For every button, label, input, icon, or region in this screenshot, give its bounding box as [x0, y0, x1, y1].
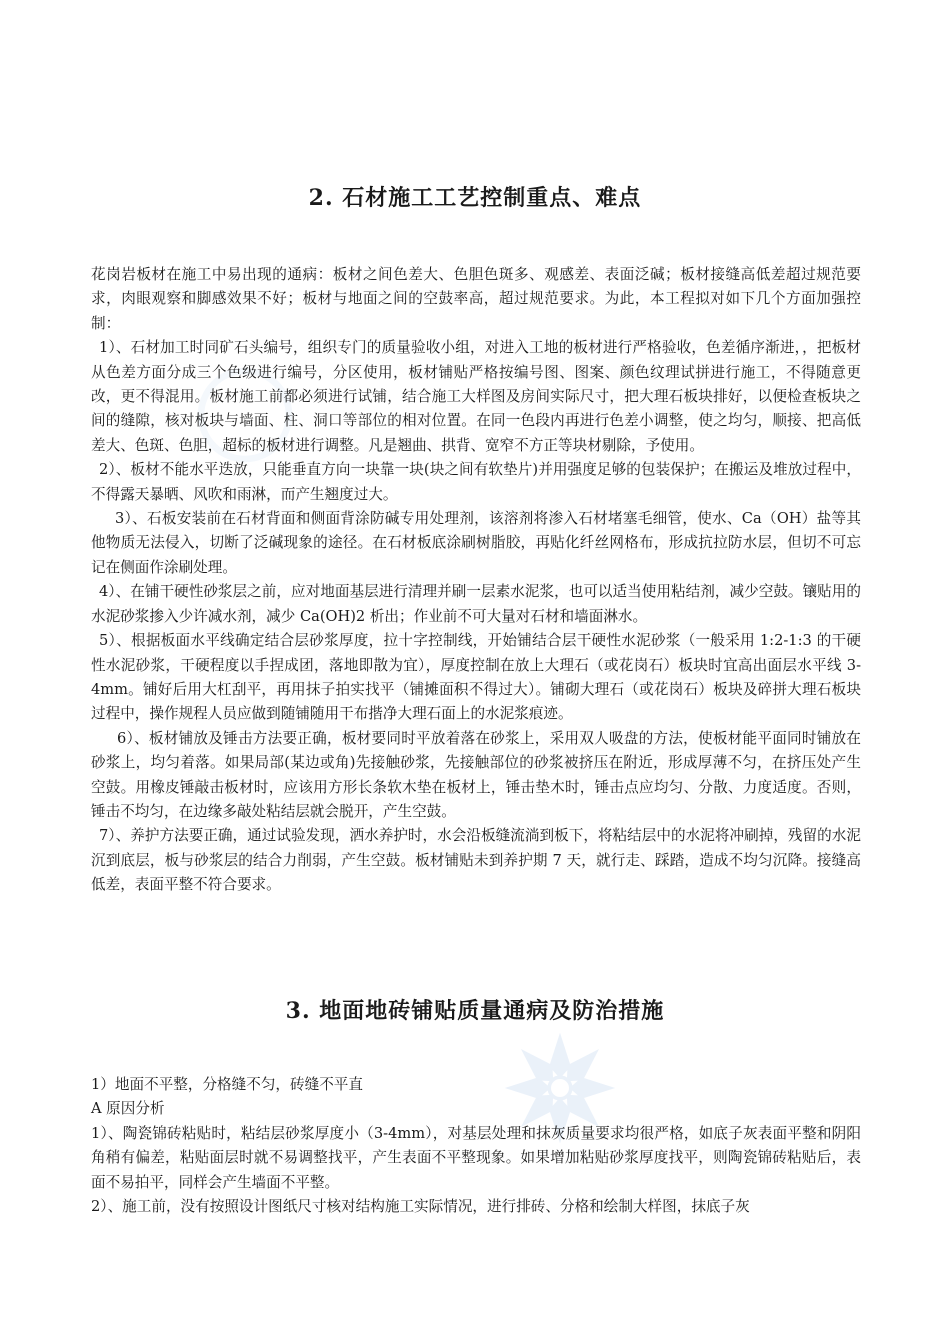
section-2-item-7: 7）、养护方法要正确，通过试验发现，洒水养护时，水会沿板缝流淌到板下，将粘结层中的水泥将冲刷掉，残留的水泥沉到底层，板与砂浆层的结合力削弱，产生空鼓。板材铺贴未到养护期 7 天，就行走、踩踏，造成不均匀沉降。接缝高低差，表面平整不符合要求。 [91, 827, 861, 894]
section-2-item-5: 5）、根据板面水平线确定结合层砂浆厚度，拉十字控制线，开始铺结合层干硬性水泥砂浆（一般采用 1:2-1:3 的干硬性水泥砂浆，干硬程度以手捏成团，落地即散为宜），厚度控制在放上大理石（或花岗石）板块时宜高出面层水平线 3-4mm。铺好后用大杠刮平，再用抹子拍实找平（铺摊面积不得过大）。铺砌大理石（或花岗石）板块及碎拼大理石板块过程中，操作规程人员应做到随铺随用干布揩净大理石面上的水泥浆痕迹。 [91, 632, 861, 723]
section-2-body [91, 263, 861, 898]
section-3-subtitle: 1）地面不平整，分格缝不匀，砖缝不平直 [91, 1076, 363, 1093]
section-3-title: 3. 地面地砖铺贴质量通病及防治措施 [285, 998, 665, 1024]
section-3-item-2: 2）、施工前，没有按照设计图纸尺寸核对结构施工实际情况，进行排砖、分格和绘制大样图，抹底子灰 [91, 1198, 750, 1216]
section-2-item-6: 6）、板材铺放及锤击方法要正确，板材要同时平放着落在砂浆上，采用双人吸盘的方法，使板材能平面同时铺放在砂浆上，均匀着落。如果局部(某边或角)先接触砂浆，先接触部位的砂浆被挤压在附近，形成厚薄不匀，在挤压处产生空鼓。用橡皮锤敲击板材时，应该用方形长条软木垫在板材上，锤击垫木时，锤击点应均匀、分散、力度适度。否则，锤击不均匀，在边缘多敲处粘结层就会脱开，产生空鼓。 [91, 729, 861, 820]
section-3-body [91, 1073, 861, 1219]
section-3-item-1: 1）、陶瓷锦砖粘贴时，粘结层砂浆厚度小（3-4mm），对基层处理和抹灰质量要求均很严格，如底子灰表面平整和阴阳角稍有偏差，粘贴面层时就不易调整找平，产生表面不平整现象。如果增加粘贴砂浆厚度找平，则陶瓷锦砖粘贴后，表面不易拍平，同样会产生墙面不平整。 [91, 1124, 861, 1191]
section-2-item-1: 1）、石材加工时同矿石头编号，组织专门的质量验收小组，对进入工地的板材进行严格验收，色差循序渐进，，把板材从色差方面分成三个色级进行编号，分区使用，板材铺贴严格按编号图、图案、颜色纹理试拼进行施工，不得随意更改，更不得混用。板材施工前都必须进行试铺，结合施工大样图及房间实际尺寸，把大理石板块排好，以便检查板块之间的缝隙，核对板块与墙面、柱、洞口等部位的相对位置。在同一色段内再进行色差小调整，使之均匀，顺接、把高低差大、色斑、色胆，超标的板材进行调整。凡是翘曲、拱背、宽窄不方正等块材剔除，予使用。 [91, 339, 861, 454]
section-2-intro-paragraph: 花岗岩板材在施工中易出现的通病：板材之间色差大、色胆色斑多、观感差、表面泛碱；板材接缝高低差超过规范要求，肉眼观察和脚感效果不好；板材与地面之间的空鼓率高，超过规范要求。为此，本工程拟对如下几个方面加强控制： [91, 266, 861, 332]
section-2-item-2: 2）、板材不能水平迭放，只能垂直方向一块靠一块(块之间有软垫片)并用强度足够的包装保护；在搬运及堆放过程中，不得露天暴晒、风吹和雨淋，而产生翘度过大。 [91, 461, 861, 503]
section-2-title: 2. 石材施工工艺控制重点、难点 [308, 185, 642, 211]
section-2-item-3: 3）、石板安装前在石材背面和侧面背涂防碱专用处理剂，该溶剂将渗入石材堵塞毛细管，使水、Ca（OH）盐等其他物质无法侵入，切断了泛碱现象的途径。在石材板底涂刷树脂胶，再贴化纤丝网格布，形成抗拉防水层，但切不可忘记在侧面作涂刷处理。 [91, 510, 861, 576]
section-2-item-4: 4）、在铺干硬性砂浆层之前，应对地面基层进行清理并刷一层素水泥浆，也可以适当使用粘结剂，减少空鼓。镶贴用的水泥砂浆掺入少许减水剂，减少 Ca(OH)2 析出；作业前不可大量对石材和墙面淋水。 [91, 583, 861, 625]
section-3-cause-heading: A 原因分析 [91, 1100, 165, 1118]
